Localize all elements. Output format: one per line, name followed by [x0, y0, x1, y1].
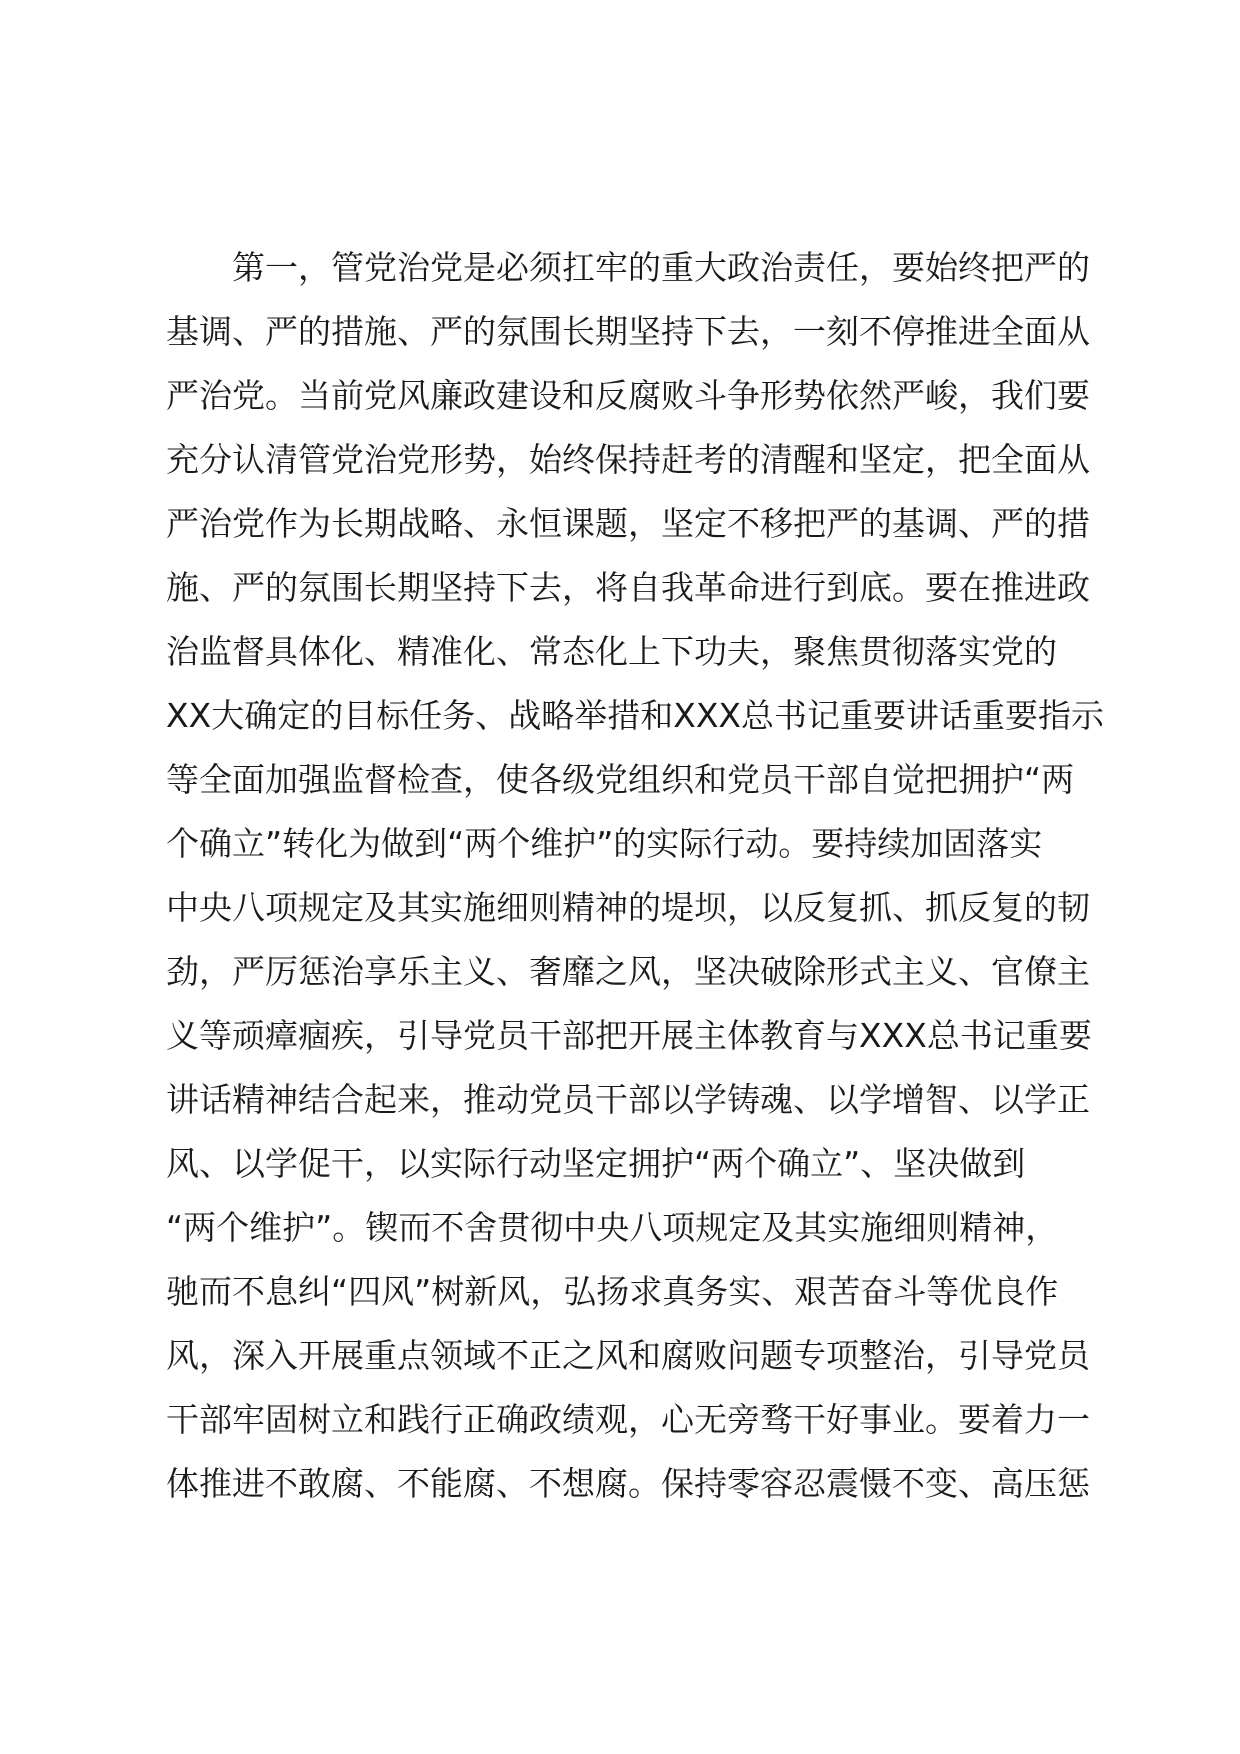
paragraph-line-18: 风，深入开展重点领域不正之风和腐败问题专项整治，引导党员	[166, 1336, 1090, 1375]
body-paragraph	[166, 236, 1106, 1516]
paragraph-line-20: 体推进不敢腐、不能腐、不想腐。保持零容忍震慑不变、高压惩	[166, 1464, 1090, 1503]
paragraph-line-7: 治监督具体化、精准化、常态化上下功夫，聚焦贯彻落实党的	[166, 632, 1057, 671]
paragraph-line-2: 基调、严的措施、严的氛围长期坚持下去，一刻不停推进全面从	[166, 312, 1090, 351]
paragraph-line-10: 个确立”转化为做到“两个维护”的实际行动。要持续加固落实	[166, 824, 1043, 863]
paragraph-line-1: 第一，管党治党是必须扛牢的重大政治责任，要始终把严的	[232, 248, 1090, 287]
paragraph-line-16: “两个维护”。锲而不舍贯彻中央八项规定及其实施细则精神，	[166, 1208, 1059, 1247]
paragraph-line-8: XX大确定的目标任务、战略举措和XXX总书记重要讲话重要指示	[166, 696, 1105, 735]
paragraph-line-6: 施、严的氛围长期坚持下去，将自我革命进行到底。要在推进政	[166, 568, 1090, 607]
paragraph-line-4: 充分认清管党治党形势，始终保持赶考的清醒和坚定，把全面从	[166, 440, 1090, 479]
paragraph-line-17: 驰而不息纠“四风”树新风，弘扬求真务实、艰苦奋斗等优良作	[166, 1272, 1059, 1311]
paragraph-line-11: 中央八项规定及其实施细则精神的堤坝，以反复抓、抓反复的韧	[166, 888, 1090, 927]
paragraph-line-13: 义等顽瘴痼疾，引导党员干部把开展主体教育与XXX总书记重要	[166, 1016, 1092, 1055]
paragraph-line-19: 干部牢固树立和践行正确政绩观，心无旁骛干好事业。要着力一	[166, 1400, 1090, 1439]
paragraph-line-15: 风、以学促干，以实际行动坚定拥护“两个确立”、坚决做到	[166, 1144, 1026, 1183]
paragraph-line-12: 劲，严厉惩治享乐主义、奢靡之风，坚决破除形式主义、官僚主	[166, 952, 1090, 991]
paragraph-line-9: 等全面加强监督检查，使各级党组织和党员干部自觉把拥护“两	[166, 760, 1075, 799]
paragraph-line-3: 严治党。当前党风廉政建设和反腐败斗争形势依然严峻，我们要	[166, 376, 1090, 415]
paragraph-line-5: 严治党作为长期战略、永恒课题，坚定不移把严的基调、严的措	[166, 504, 1090, 543]
paragraph-line-14: 讲话精神结合起来，推动党员干部以学铸魂、以学增智、以学正	[166, 1080, 1090, 1119]
